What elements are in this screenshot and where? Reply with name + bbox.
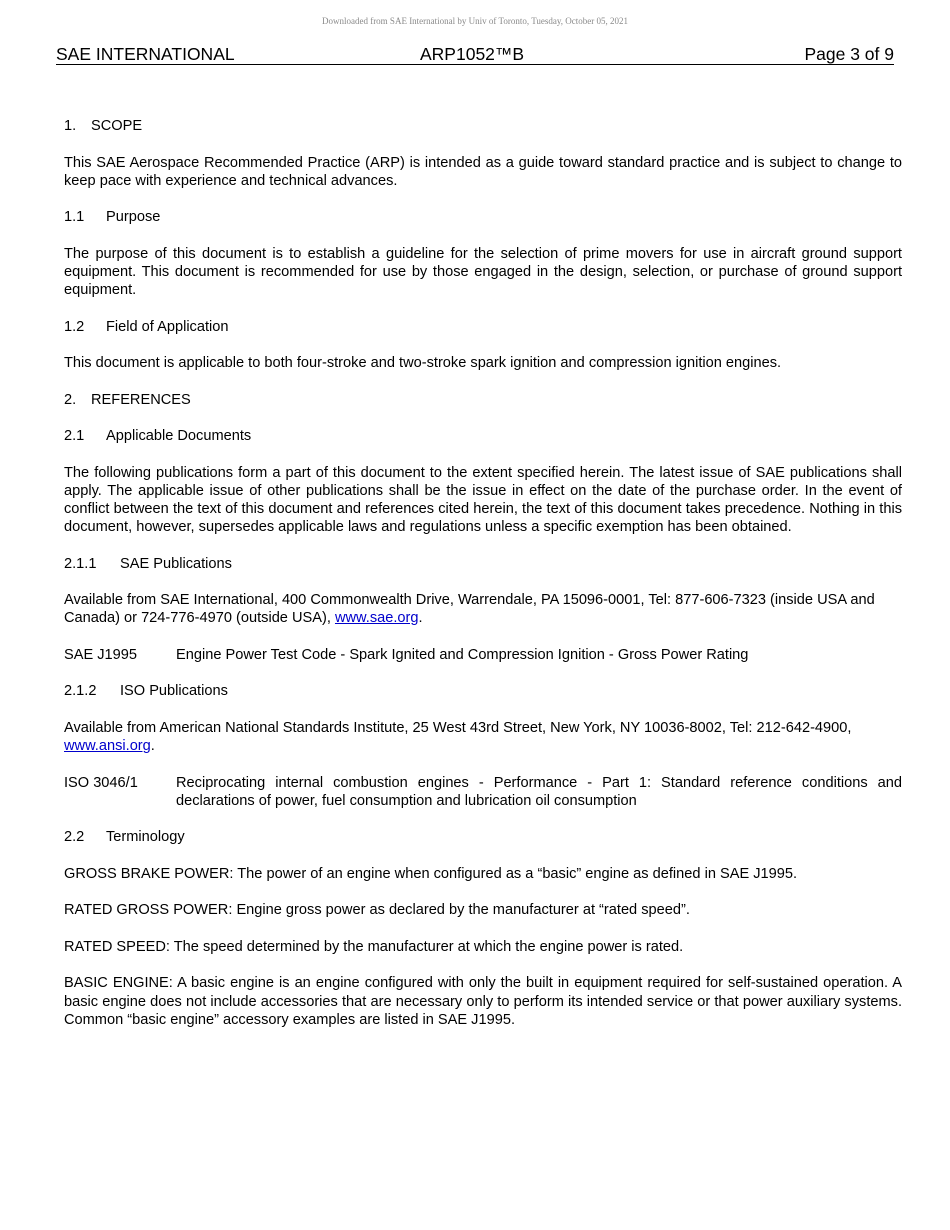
reference-sae-j1995 xyxy=(64,646,902,664)
page-header xyxy=(56,44,894,65)
section-number: 2.1.1 xyxy=(64,555,97,572)
section-number: 1.2 xyxy=(64,318,85,335)
section-title: Purpose xyxy=(106,209,161,226)
section-heading-terminology xyxy=(64,828,902,846)
header-document-id: ARP1052™B xyxy=(420,44,525,64)
ansi-website-link[interactable]: www.ansi.org xyxy=(64,738,151,755)
reference-id: SAE J1995 xyxy=(64,646,138,663)
sae-availability-paragraph xyxy=(64,591,902,627)
section-heading-sae-publications xyxy=(64,555,902,573)
header-organization: SAE INTERNATIONAL xyxy=(56,44,235,64)
ansi-availability-text: Available from American National Standards Institute, 25 West 43rd Street, New York, NY 10036-8002, Tel: 212-642-4900, xyxy=(64,719,852,736)
section-title: SAE Publications xyxy=(120,555,232,572)
document-body xyxy=(64,117,902,1047)
reference-title: Engine Power Test Code - Spark Ignited and Compression Ignition - Gross Power Rating xyxy=(176,646,749,663)
section-title: ISO Publications xyxy=(120,683,228,700)
scope-paragraph: This SAE Aerospace Recommended Practice (ARP) is intended as a guide toward standard practice and is subject to change to keep pace with experience and technical advances. xyxy=(64,154,902,189)
term-basic-engine: BASIC ENGINE: A basic engine is an engine configured with only the built in equipment required for self-sustained operation. A basic engine does not include accessories that are necessary only to perform its intended service or that power auxiliary systems. Common “basic engine” accessory examples are listed in SAE J1995. xyxy=(64,975,902,1028)
period: . xyxy=(150,738,155,755)
term-rated-speed: RATED SPEED: The speed determined by the manufacturer at which the engine power is rated. xyxy=(64,938,684,955)
ansi-availability-paragraph xyxy=(64,719,902,755)
sae-availability-text: Available from SAE International, 400 Commonwealth Drive, Warrendale, PA 15096-0001, Tel: 877-606-7323 (inside USA and Canada) or 724-776-4970 (outside USA), xyxy=(64,592,875,627)
section-heading-purpose xyxy=(64,208,902,226)
section-title: Field of Application xyxy=(106,318,229,335)
section-number: 2.1.2 xyxy=(64,683,97,700)
section-title: Terminology xyxy=(106,829,185,846)
section-number: 2. xyxy=(64,391,77,408)
period: . xyxy=(418,610,423,627)
section-heading-field-of-application xyxy=(64,318,902,336)
term-gross-brake-power: GROSS BRAKE POWER: The power of an engine when configured as a “basic” engine as defined in SAE J1995. xyxy=(64,865,798,882)
field-of-application-paragraph: This document is applicable to both four-stroke and two-stroke spark ignition and compression ignition engines. xyxy=(64,355,782,372)
section-number: 1.1 xyxy=(64,209,85,226)
section-number: 2.2 xyxy=(64,829,85,846)
section-heading-scope xyxy=(64,117,902,135)
reference-iso-3046-1 xyxy=(64,774,902,810)
section-title: Applicable Documents xyxy=(106,428,252,445)
section-number: 2.1 xyxy=(64,428,85,445)
reference-title: Reciprocating internal combustion engines - Performance - Part 1: Standard reference conditions and declarations of power, fuel consumption and lubrication oil consumption xyxy=(176,774,902,809)
purpose-paragraph: The purpose of this document is to establish a guideline for the selection of prime movers for use in aircraft ground support equipment. This document is recommended for use by those engaged in the design, selection, or purchase of ground support equipment. xyxy=(64,245,902,299)
sae-website-link[interactable]: www.sae.org xyxy=(334,610,419,627)
applicable-documents-paragraph: The following publications form a part of this document to the extent specified herein. The latest issue of SAE publications shall apply. The applicable issue of other publications shall be the issue in effect on the date of the purchase order. In the event of conflict between the text of this document and references cited herein, the text of this document takes precedence. Nothing in this document, however, supersedes applicable laws and regulations unless a specific exemption has been obtained. xyxy=(64,464,902,536)
section-title: SCOPE xyxy=(91,118,143,134)
section-title: REFERENCES xyxy=(91,391,191,408)
header-page-number: Page 3 of 9 xyxy=(804,44,894,64)
section-number: 1. xyxy=(64,118,77,134)
term-rated-gross-power: RATED GROSS POWER: Engine gross power as declared by the manufacturer at “rated speed”. xyxy=(64,902,690,919)
download-watermark: Downloaded from SAE International by Univ of Toronto, Tuesday, October 05, 2021 xyxy=(321,16,629,26)
section-heading-iso-publications xyxy=(64,682,902,700)
section-heading-references xyxy=(64,391,902,409)
reference-id: ISO 3046/1 xyxy=(64,774,138,791)
section-heading-applicable-documents xyxy=(64,427,902,445)
